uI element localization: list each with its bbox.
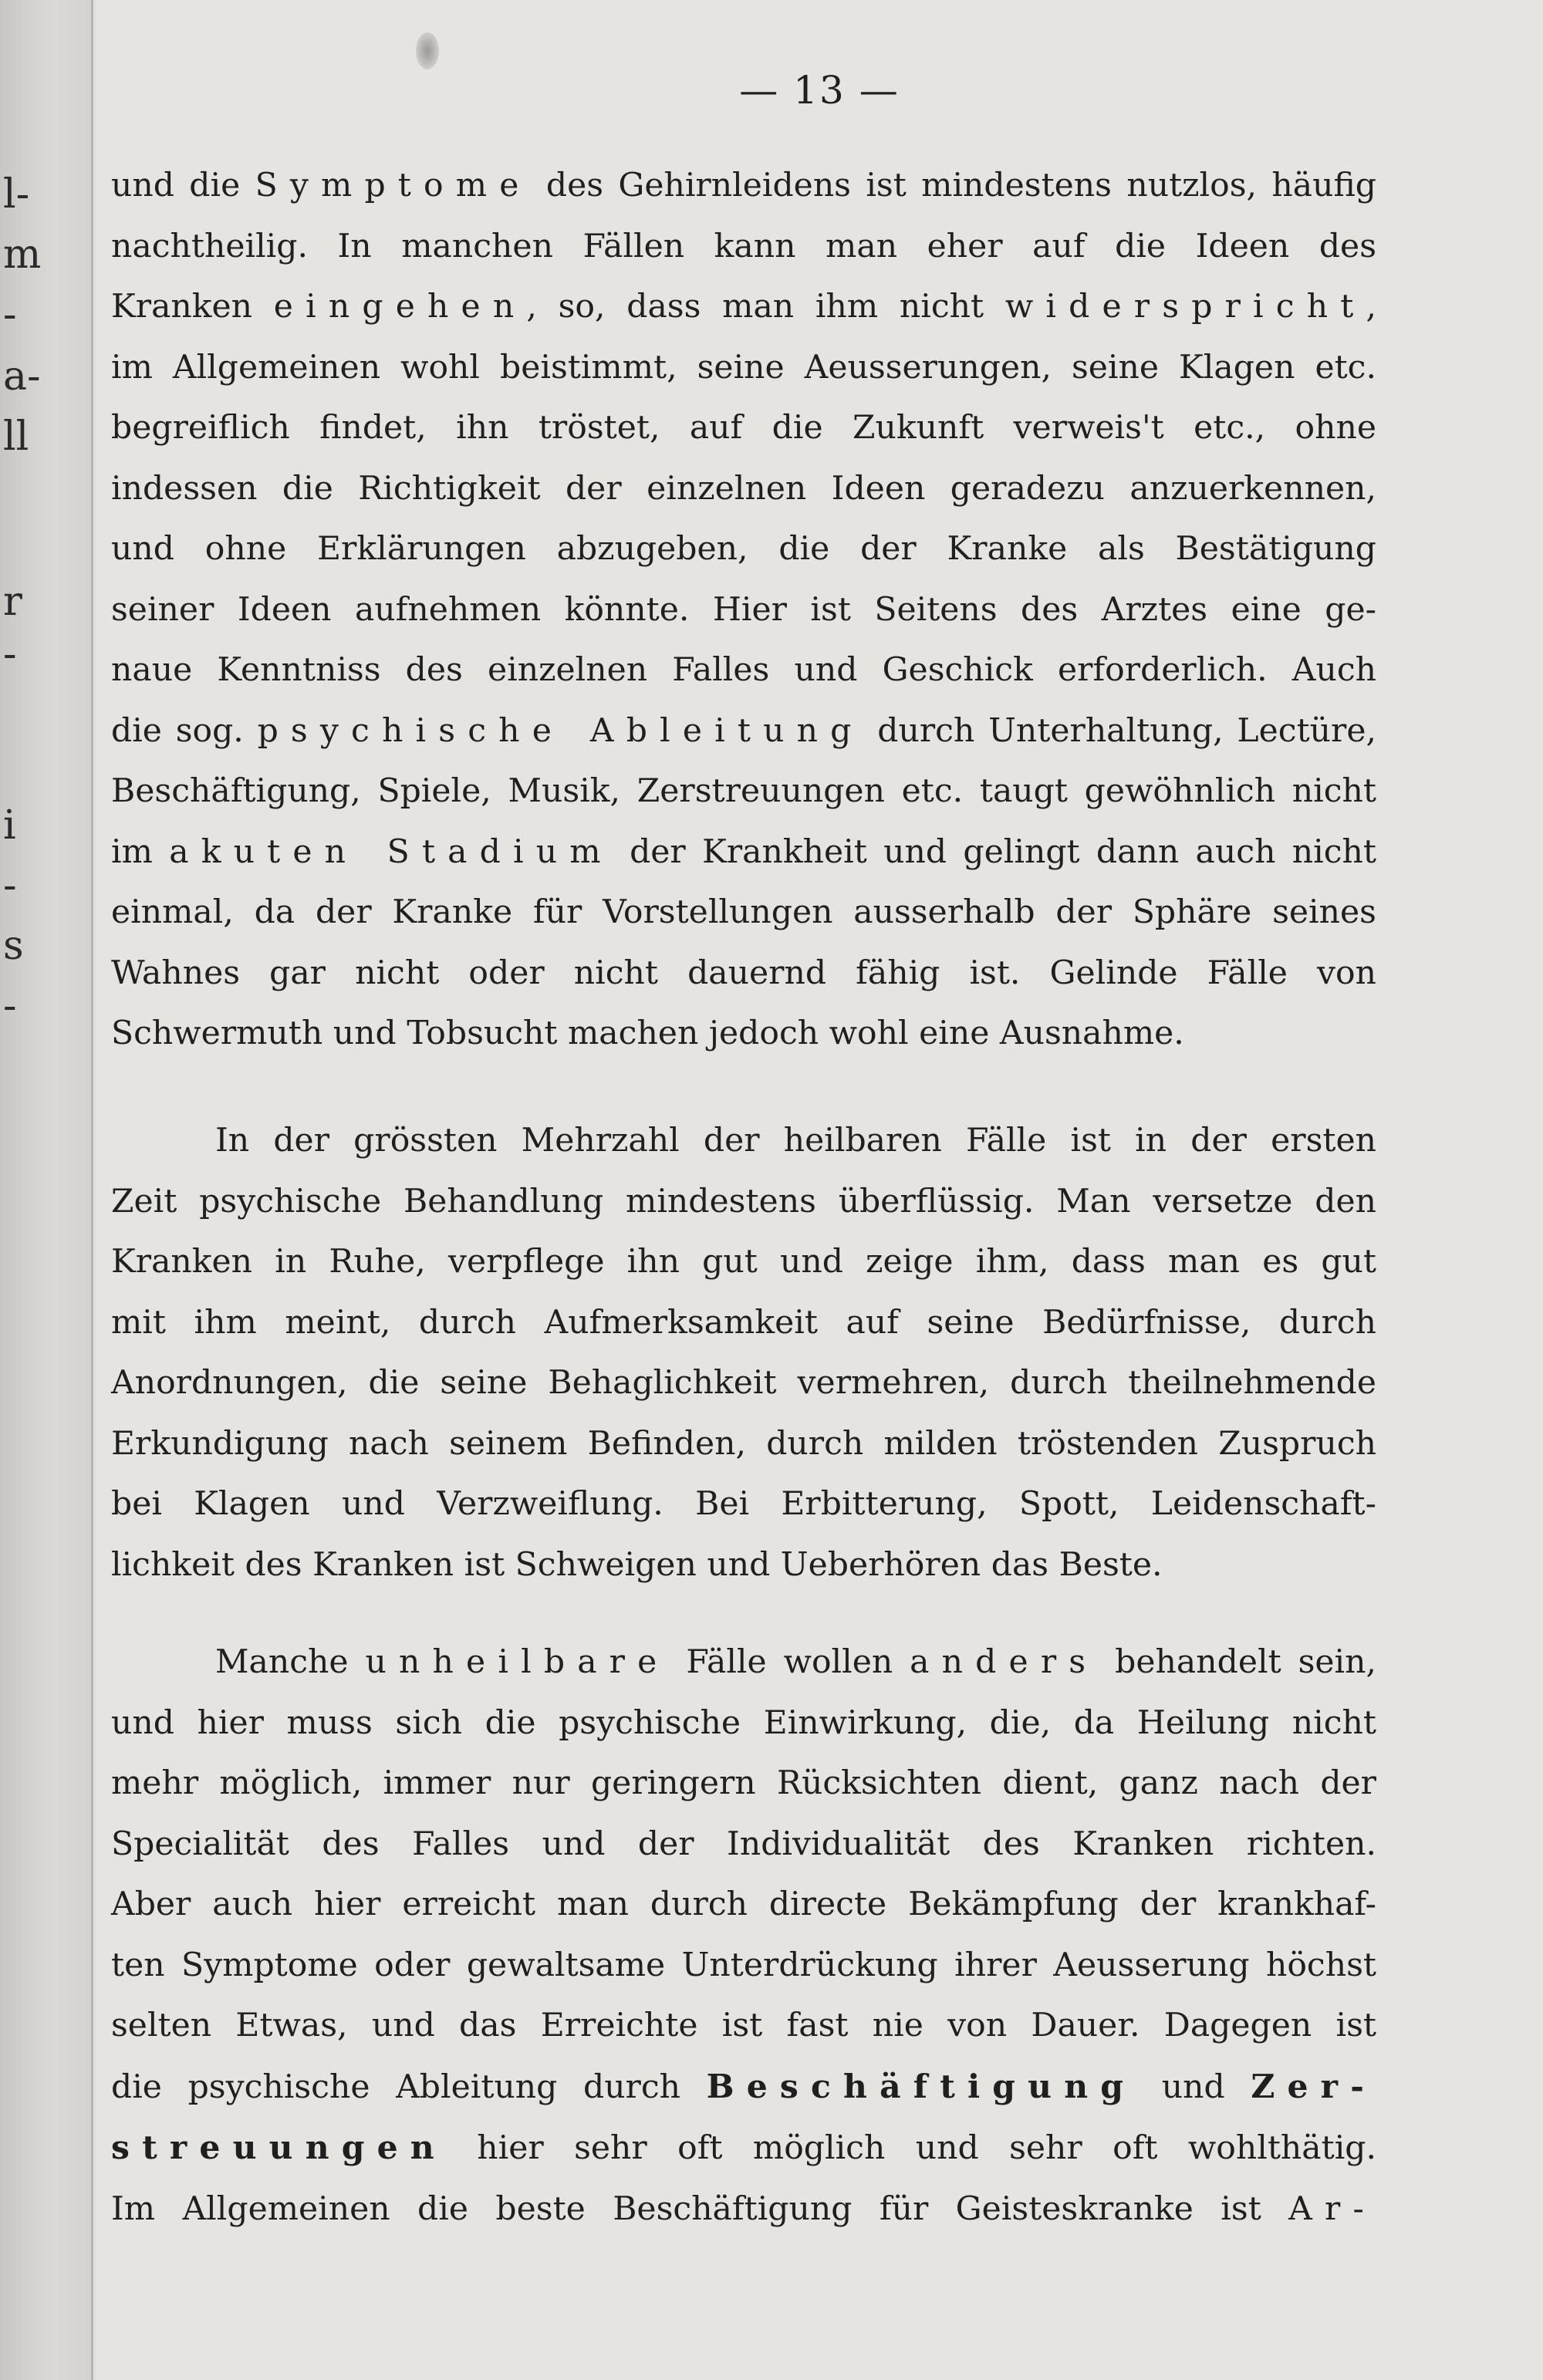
text-line: Wahnes gar nicht oder nicht dauernd fähig ist. Gelinde Fälle von — [111, 954, 1376, 992]
text-line: ten Symptome oder gewaltsame Unterdrückung ihrer Aeusserung höchst — [111, 1946, 1376, 1984]
ink-smudge — [416, 32, 439, 69]
text-line: begreiflich findet, ihn tröstet, auf die Zukunft verweis't etc., ohne — [111, 409, 1376, 447]
text-line: seiner Ideen aufnehmen könnte. Hier ist Seitens des Arztes eine ge- — [111, 590, 1376, 629]
text-line: Anordnungen, die seine Behaglichkeit vermehren, durch theilnehmende — [111, 1364, 1376, 1402]
text-line: nachtheilig. In manchen Fällen kann man eher auf die Ideen des — [111, 227, 1376, 265]
text-line: die psychische Ableitung durch Beschäftigung und Zer- — [111, 2067, 1377, 2106]
text-line: Zeit psychische Behandlung mindestens überflüssig. Man versetze den — [111, 1182, 1376, 1220]
margin-fragment: - — [3, 863, 17, 909]
text-line: selten Etwas, und das Erreichte ist fast nie von Dauer. Dagegen ist — [111, 2007, 1376, 2044]
paragraph-1 — [111, 156, 1376, 1065]
text-line: einmal, da der Kranke für Vorstellungen ausserhalb der Sphäre seines — [111, 893, 1376, 931]
page-number: — 13 — — [739, 68, 900, 113]
text-line: lichkeit des Kranken ist Schweigen und Ueberhören das Beste. — [111, 1545, 1163, 1584]
text-line: im akuten Stadium der Krankheit und gelingt dann auch nicht — [111, 832, 1376, 871]
paragraph-3 — [111, 1632, 1376, 2240]
text-line: und hier muss sich die psychische Einwirkung, die, da Heilung nicht — [111, 1703, 1376, 1742]
margin-fragment: - — [3, 631, 17, 677]
text-line: streuungen hier sehr oft möglich und sehr oft wohlthätig. — [111, 2128, 1376, 2167]
text-line: die sog. psychische Ableitung durch Unterhaltung, Lectüre, — [111, 711, 1377, 750]
margin-fragment: - — [3, 292, 17, 338]
margin-fragment: ll — [3, 414, 29, 460]
text-line: Beschäftigung, Spiele, Musik, Zerstreuungen etc. taugt gewöhnlich nicht — [111, 772, 1376, 810]
previous-page-margin — [0, 0, 93, 2380]
text-line: In der grössten Mehrzahl der heilbaren Fälle ist in der ersten — [215, 1122, 1376, 1160]
text-line: Manche unheilbare Fälle wollen anders behandelt sein, — [215, 1643, 1377, 1681]
paragraph-2 — [111, 1111, 1376, 1595]
text-line: mehr möglich, immer nur geringern Rücksichten dient, ganz nach der — [111, 1764, 1376, 1802]
book-page — [96, 0, 1543, 2380]
text-line: Schwermuth und Tobsucht machen jedoch wohl eine Ausnahme. — [111, 1014, 1184, 1052]
margin-fragment: r — [3, 579, 22, 625]
margin-fragment: l- — [3, 171, 30, 218]
text-line: indessen die Richtigkeit der einzelnen Ideen geradezu anzuerkennen, — [111, 469, 1376, 508]
text-line: bei Klagen und Verzweiflung. Bei Erbitterung, Spott, Leidenschaft- — [111, 1485, 1376, 1523]
text-line: und die Symptome des Gehirnleidens ist mindestens nutzlos, häufig — [111, 167, 1377, 204]
margin-fragment: a- — [3, 353, 41, 400]
margin-fragment: i — [3, 802, 16, 849]
text-line: und ohne Erklärungen abzugeben, die der Kranke als Bestätigung — [111, 530, 1376, 568]
text-line: Aber auch hier erreicht man durch directe Bekämpfung der krankhaf- — [111, 1885, 1376, 1923]
text-line: Kranken in Ruhe, verpflege ihn gut und zeige ihm, dass man es gut — [111, 1243, 1376, 1281]
text-line: naue Kenntniss des einzelnen Falles und Geschick erforderlich. Auch — [111, 651, 1376, 689]
text-line: Im Allgemeinen die beste Beschäftigung für Geisteskranke ist Ar- — [111, 2189, 1376, 2228]
text-line: im Allgemeinen wohl beistimmt, seine Aeusserungen, seine Klagen etc. — [111, 348, 1376, 387]
text-line: mit ihm meint, durch Aufmerksamkeit auf seine Bedürfnisse, durch — [111, 1303, 1376, 1342]
margin-fragment: m — [3, 231, 42, 278]
text-line: Specialität des Falles und der Individualität des Kranken richten. — [111, 1825, 1376, 1863]
margin-fragment: - — [3, 983, 17, 1029]
margin-fragment: s — [3, 923, 24, 969]
text-line: Kranken eingehen, so, dass man ihm nicht widerspricht, — [111, 288, 1376, 326]
text-line: Erkundigung nach seinem Befinden, durch milden tröstenden Zuspruch — [111, 1424, 1376, 1463]
